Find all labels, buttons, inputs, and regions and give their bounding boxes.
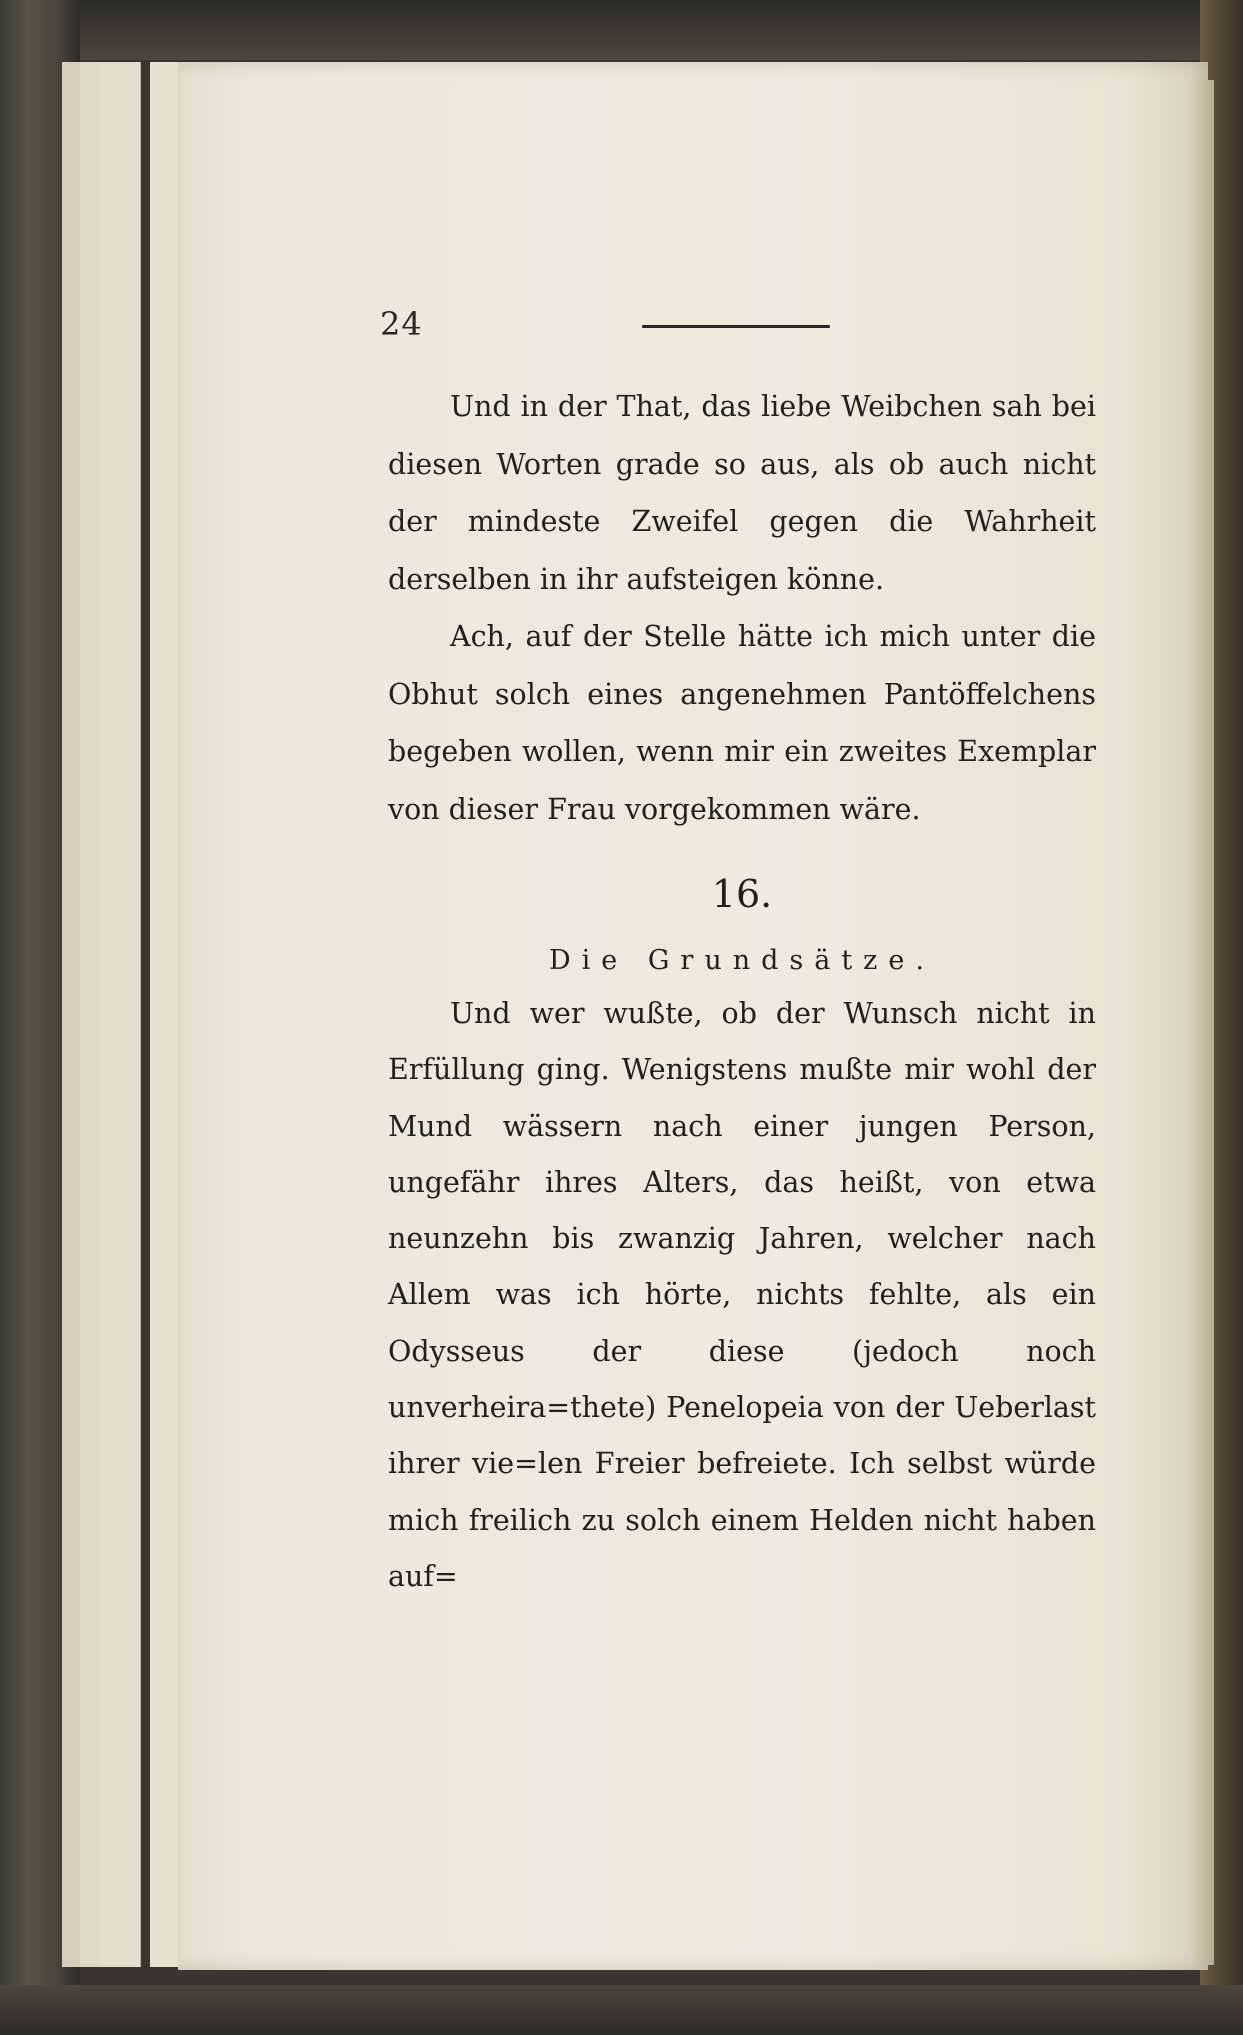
- book-cover-bottom: [0, 1985, 1243, 2035]
- page-number: 24: [380, 305, 423, 343]
- book-cover-top: [0, 0, 1243, 60]
- header-rule: [642, 325, 830, 328]
- text-block-top: [388, 378, 1096, 838]
- paragraph: Und wer wußte, ob der Wunsch nicht in Erfüllung ging. Wenigstens mußte mir wohl der Mund wässern nach einer jungen Person, ungefähr ihres Alters, das heißt, von etwa neunzehn bis zwanzig Jahren, welcher nach Allem was ich hörte, nichts fehlte, als ein Odysseus der diese (jedoch noch unverheira=thete) Penelopeia von der Ueberlast ihrer vie=len Freier befreiete. Ich selbst würde mich freilich zu solch einem Helden nicht haben auf=: [388, 997, 1096, 1593]
- chapter-title: Die Grundsätze.: [549, 945, 935, 976]
- text-block-bottom: [388, 986, 1096, 1605]
- page-edge: [100, 62, 141, 1967]
- chapter-number: 16.: [711, 872, 773, 916]
- paragraph: Und in der That, das liebe Weibchen sah bei diesen Worten grade so aus, als ob auch nicht der mindeste Zweifel gegen die Wahrheit derselben in ihr aufsteigen könne.: [388, 390, 1096, 596]
- page-header: [380, 305, 1100, 345]
- paragraph: Ach, auf der Stelle hätte ich mich unter die Obhut solch eines angenehmen Pantöffelchens begeben wollen, wenn mir ein zweites Exemplar von dieser Frau vorgekommen wäre.: [388, 620, 1096, 826]
- page-gutter: [1196, 80, 1214, 1965]
